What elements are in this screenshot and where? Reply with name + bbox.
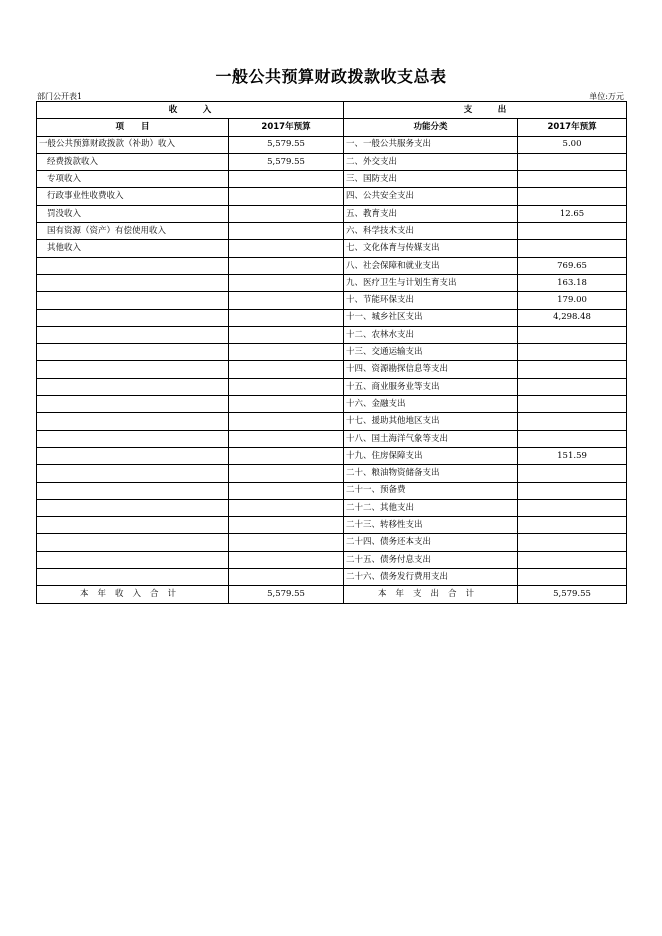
expense-category-cell: 十一、城乡社区支出 (344, 309, 518, 326)
budget-table (36, 101, 627, 604)
income-item-cell (37, 396, 229, 413)
income-item-cell (37, 326, 229, 343)
income-item-cell (37, 292, 229, 309)
income-item-cell: 罚没收入 (37, 205, 229, 222)
income-item-cell (37, 534, 229, 551)
income-value-cell (229, 413, 344, 430)
expense-value-cell (518, 396, 627, 413)
table-row (37, 205, 627, 222)
income-value-cell (229, 309, 344, 326)
expense-category-cell: 八、社会保障和就业支出 (344, 257, 518, 274)
expense-value-cell (518, 223, 627, 240)
income-item-cell (37, 378, 229, 395)
expense-category-cell: 七、文化体育与传媒支出 (344, 240, 518, 257)
expense-category-cell: 十四、资源勘探信息等支出 (344, 361, 518, 378)
income-value-cell (229, 361, 344, 378)
income-total-label: 本年收入合计 (37, 586, 229, 603)
expense-category-cell: 十九、住房保障支出 (344, 447, 518, 464)
income-value-cell (229, 257, 344, 274)
table-row (37, 517, 627, 534)
income-value-cell (229, 240, 344, 257)
expense-value-cell: 769.65 (518, 257, 627, 274)
expense-category-cell: 九、医疗卫生与计划生育支出 (344, 274, 518, 291)
table-row (37, 188, 627, 205)
expense-category-cell: 十七、援助其他地区支出 (344, 413, 518, 430)
table-row (37, 344, 627, 361)
income-value-cell (229, 274, 344, 291)
section-header-row (37, 102, 627, 119)
income-value-cell (229, 551, 344, 568)
income-item-cell (37, 309, 229, 326)
income-value-cell: 5,579.55 (229, 153, 344, 170)
income-item-cell (37, 499, 229, 516)
income-value-cell (229, 482, 344, 499)
expense-category-cell: 二十一、预备费 (344, 482, 518, 499)
table-row (37, 309, 627, 326)
table-row (37, 396, 627, 413)
table-row (37, 413, 627, 430)
expense-value-cell (518, 240, 627, 257)
page-title: 一般公共预算财政拨款收支总表 (215, 67, 447, 86)
expense-value-cell: 179.00 (518, 292, 627, 309)
table-row (37, 136, 627, 153)
income-item-cell (37, 413, 229, 430)
expense-value-cell (518, 361, 627, 378)
expense-value-cell: 151.59 (518, 447, 627, 464)
table-row (37, 465, 627, 482)
expense-category-cell: 五、教育支出 (344, 205, 518, 222)
table-row (37, 257, 627, 274)
income-item-cell (37, 569, 229, 586)
form-code: 部门公开表1 (37, 92, 83, 101)
expense-value-cell (518, 326, 627, 343)
expense-category-cell: 六、科学技术支出 (344, 223, 518, 240)
expense-value-cell: 163.18 (518, 274, 627, 291)
income-value-cell (229, 378, 344, 395)
expense-category-cell: 十、节能环保支出 (344, 292, 518, 309)
expense-value-cell (518, 517, 627, 534)
expense-category-cell: 二十三、转移性支出 (344, 517, 518, 534)
expense-category-cell: 四、公共安全支出 (344, 188, 518, 205)
income-item-cell: 国有资源（资产）有偿使用收入 (37, 223, 229, 240)
expense-category-cell: 二十、粮油物资储备支出 (344, 465, 518, 482)
expense-category-cell: 二十二、其他支出 (344, 499, 518, 516)
expense-category-cell: 一、一般公共服务支出 (344, 136, 518, 153)
expense-value-cell: 5.00 (518, 136, 627, 153)
table-row (37, 240, 627, 257)
income-item-cell (37, 551, 229, 568)
income-value-cell (229, 326, 344, 343)
table-row (37, 361, 627, 378)
income-value-cell (229, 430, 344, 447)
table-row (37, 499, 627, 516)
expense-category-cell: 十五、商业服务业等支出 (344, 378, 518, 395)
income-item-cell: 一般公共预算财政拨款（补助）收入 (37, 136, 229, 153)
expense-category-cell: 二十四、债务还本支出 (344, 534, 518, 551)
expense-section-header: 支 出 (344, 102, 627, 119)
table-row (37, 378, 627, 395)
income-item-cell (37, 344, 229, 361)
expense-value-cell: 4,298.48 (518, 309, 627, 326)
income-budget-column-header: 2017年预算 (229, 119, 344, 136)
income-value-cell (229, 396, 344, 413)
expense-category-cell: 十二、农林水支出 (344, 326, 518, 343)
table-row (37, 153, 627, 170)
income-value-cell (229, 569, 344, 586)
expense-value-cell (518, 569, 627, 586)
income-item-cell (37, 465, 229, 482)
income-section-header: 收 入 (37, 102, 344, 119)
income-value-cell (229, 188, 344, 205)
income-value-cell (229, 517, 344, 534)
table-row (37, 274, 627, 291)
income-value-cell (229, 171, 344, 188)
table-row (37, 171, 627, 188)
table-row (37, 482, 627, 499)
income-item-cell (37, 517, 229, 534)
income-value-cell (229, 534, 344, 551)
table-row (37, 292, 627, 309)
expense-value-cell: 12.65 (518, 205, 627, 222)
expense-category-cell: 十八、国土海洋气象等支出 (344, 430, 518, 447)
table-row (37, 551, 627, 568)
expense-value-cell (518, 551, 627, 568)
expense-value-cell (518, 430, 627, 447)
expense-value-cell (518, 482, 627, 499)
expense-value-cell (518, 188, 627, 205)
income-item-cell: 其他收入 (37, 240, 229, 257)
income-value-cell (229, 205, 344, 222)
expense-category-cell: 二十六、债务发行费用支出 (344, 569, 518, 586)
expense-value-cell (518, 534, 627, 551)
income-value-cell (229, 223, 344, 240)
income-item-cell (37, 274, 229, 291)
expense-total-value: 5,579.55 (518, 586, 627, 603)
table-row (37, 430, 627, 447)
income-value-cell (229, 344, 344, 361)
expense-category-cell: 十六、金融支出 (344, 396, 518, 413)
unit-label: 单位:万元 (589, 92, 624, 101)
income-item-cell: 专项收入 (37, 171, 229, 188)
table-row (37, 223, 627, 240)
column-header-row (37, 119, 627, 136)
table-row (37, 534, 627, 551)
expense-value-cell (518, 153, 627, 170)
income-item-cell (37, 447, 229, 464)
expense-category-cell: 二、外交支出 (344, 153, 518, 170)
income-value-cell (229, 465, 344, 482)
expense-category-cell: 二十五、债务付息支出 (344, 551, 518, 568)
expense-total-label: 本年支出合计 (344, 586, 518, 603)
income-item-cell (37, 482, 229, 499)
expense-value-cell (518, 171, 627, 188)
expense-value-cell (518, 413, 627, 430)
expense-category-cell: 三、国防支出 (344, 171, 518, 188)
income-item-cell (37, 257, 229, 274)
item-column-header: 项 目 (37, 119, 229, 136)
expense-value-cell (518, 499, 627, 516)
expense-value-cell (518, 378, 627, 395)
category-column-header: 功能分类 (344, 119, 518, 136)
totals-row (37, 586, 627, 603)
income-item-cell (37, 361, 229, 378)
expense-value-cell (518, 465, 627, 482)
income-item-cell (37, 430, 229, 447)
table-row (37, 569, 627, 586)
income-value-cell (229, 499, 344, 516)
expense-category-cell: 十三、交通运输支出 (344, 344, 518, 361)
income-total-value: 5,579.55 (229, 586, 344, 603)
income-value-cell (229, 447, 344, 464)
income-item-cell: 经费拨款收入 (37, 153, 229, 170)
income-value-cell (229, 292, 344, 309)
table-row (37, 326, 627, 343)
income-value-cell: 5,579.55 (229, 136, 344, 153)
income-item-cell: 行政事业性收费收入 (37, 188, 229, 205)
expense-budget-column-header: 2017年预算 (518, 119, 627, 136)
expense-value-cell (518, 344, 627, 361)
table-row (37, 447, 627, 464)
